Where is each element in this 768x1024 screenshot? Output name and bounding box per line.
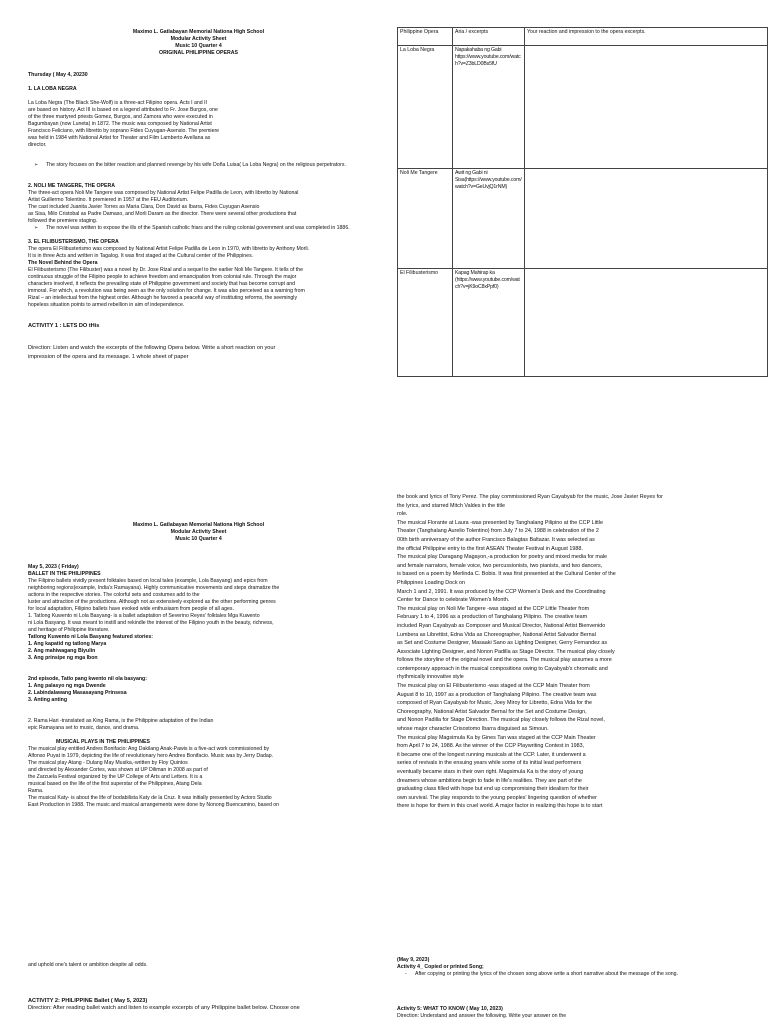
opera-name: La Loba Negra: [398, 46, 453, 169]
musical-line: the Zarzuela Festival organized by the UP College of Arts and Letters. It is a: [28, 774, 203, 780]
s1-bullet: ➢ The story focuses on the bitter reaction and planned revenge by his wife Doña Luisa( La Loba Negra) on the religious perpetrators.: [28, 162, 378, 169]
act5-title: Activity 5: WHAT TO KNOW ( May 10, 2023): [397, 1006, 503, 1012]
col2-line: Associate Lighting Designer, and Nonon Padilla as Stage Director. The musical play closely: [397, 648, 615, 655]
col2-line: The musical play Magsimula Ka by Gines Tan was staged at the CCP Main Theater: [397, 734, 596, 741]
excerpt-link[interactable]: Kapag Mahirap ka (https://www.youtube.com/watch?v=jK9oC8xPpf0): [453, 269, 525, 377]
act4-date: (May 9, 2023): [397, 957, 430, 963]
opera-table: [397, 27, 768, 377]
s2-line: Artist Guillermo Tolentino. It premiered in 1957 at the FEU Auditorium.: [28, 197, 189, 203]
col2-line: Philippines Loading Dock on: [397, 579, 466, 586]
episode-title: 2nd episode, Tatlo pang kwento nil ola basyang:: [28, 676, 147, 682]
col2-line: The musical Florante at Laura -was presented by Tanghalang Pilipino at the CCP Little: [397, 519, 603, 526]
musical-title: MUSICAL PLAYS IN THE PHILIPPINES: [56, 739, 150, 745]
s2-line: as Sisa, Milo Cristobal as Padre Damaso, and Morli Daram as the director. There were several other productions that: [28, 211, 297, 217]
act2-title: ACTIVITY 2: PHILIPPINE Ballet ( May 5, 2023): [28, 998, 148, 1004]
doc2-body: [28, 564, 380, 809]
table-row: [398, 169, 768, 269]
s3-line: continuous struggle of the Filipino people to achieve freedom and emancipation from colonial rule. Through the major: [28, 274, 297, 280]
col2-line: it became one of the longest running musicals at the CCP. Later, it underwent a: [397, 751, 586, 758]
doc1-topic: ORIGINAL PHILIPPINE OPERAS: [159, 50, 238, 56]
col2-line: the book and lyrics of Tony Perez. The play commissioned Ryan Cayabyab for the music, Jose Javier Reyes for: [397, 494, 663, 500]
doc2-date: May 5, 2023 ( Friday): [28, 564, 79, 570]
doc2-school: Maximo L. Gatlabayan Memorial Nationa High School: [132, 522, 265, 528]
table-row: [398, 269, 768, 377]
reaction-cell: [525, 169, 768, 269]
col2-line: contemporary approach in the musical compositions owing to Cayabyab's chromatic and: [397, 665, 608, 672]
s2-line: followed the premiere staging.: [28, 218, 98, 224]
s1-line: of the three martyred priests Gomez, Burgos, and Zamora who were executed in: [28, 114, 213, 120]
table-header: Aria / excerpts: [453, 28, 525, 46]
col2-line: 00th birth anniversary of the author Francisco Balagtas Baltazar. It was selected as: [397, 536, 595, 543]
col2-line: rhythmically innovative style: [397, 674, 464, 681]
ballet-line: and heritage of Philippine literature.: [28, 627, 110, 633]
musical-line: The musical Katy- is about the life of bodabilista Katy de la Cruz. It was initially presented by Actors Studio: [28, 795, 272, 801]
col2-line: February 1 to 4, 1996 as a production of Tanghalang Pilipino. The creative team: [397, 614, 588, 621]
s1-line: La Loba Negra (The Black She-Wolf) is a three-act Filipino opera. Acts I and II: [28, 100, 207, 106]
col2-line: the official Philippine entry to the first ASEAN Theater Festival in August 1988.: [397, 545, 583, 552]
col2-line: Lumbera as Librettist, Edna Vida as Choreographer, National Artist Salvador Bernal: [397, 631, 596, 638]
activity4: [397, 957, 762, 978]
table-row: [398, 46, 768, 169]
musical-line: East Production in 1988. The music and musical arrangements were done by Nonong Buencamino, based on: [28, 802, 280, 808]
featured-item: 1. Ang kapatid ng tatlong Marya: [28, 641, 107, 647]
doc1-date: Thursday ( May 4, 20230: [28, 72, 88, 78]
col2-line: follows the storyline of the original novel and the opera. The musical play assumes a more: [397, 657, 612, 664]
doc1-subject: Music 10 Quarter 4: [175, 43, 222, 49]
col2-line: whose major character Crisostomo Ibarra disguised as Simoun.: [397, 726, 549, 733]
s1-line: director.: [28, 142, 47, 148]
excerpt-link[interactable]: Awit ng Gabi ni Sisa(https://www.youtube.com/watch?v=GeUvjQ1rNM): [453, 169, 525, 269]
doc1-header: [0, 29, 397, 57]
col2-line: Center for Dance to celebrate Women's Month.: [397, 597, 510, 604]
col2-line: The musical play on Noli Me Tangere -was staged at the CCP Little Theater from: [397, 605, 590, 612]
act2-line: Direction: After reading ballet watch and listen to example excerpts of any Philippine ballet below. Choose one: [28, 1005, 300, 1011]
s3-title: 3. EL FILIBUSTERISMO, THE OPERA: [28, 239, 119, 245]
ballet-line: ni Lola Basyang. It was meant to instill and rekindle the interest of the Filipino youth in the beauty, richness,: [28, 620, 274, 626]
col2-line: composed of Ryan Cayabyab for Music, Joey Miroy for Libretto, Edna Vida for the: [397, 700, 592, 707]
episode-item: 1. Ang palasyo ng mga Dwende: [28, 683, 106, 689]
s1-line: are based on history. Act III is based on a legend attributed to Fr. Jose Burgos, one: [28, 107, 218, 113]
musical-line: The musical play entitled Andres Bonifacio: Ang Dakilang Anak-Pawis is a five-act work commissioned by: [28, 746, 270, 752]
featured-item: 2. Ang mahiwagang Biyulin: [28, 648, 96, 654]
col2-line: own survival. The play responds to the young peoples' lingering question of whether: [397, 794, 597, 801]
s2-line: The three-act opera Noli Me Tangere was composed by National Artist Felipe Padilla de Leon, with libretto by National: [28, 190, 299, 196]
col2-line: eventually became stars in their own right. Magsimula Ka is the story of young: [397, 769, 584, 775]
col2-line: included Ryan Cayabyab as Composer and Musical Director, National Artist Bienvenido: [397, 622, 606, 629]
col2-line: and female narrators, female voice, two percussionists, two pianists, and two dancers,: [397, 562, 603, 569]
table-header-row: [398, 28, 768, 46]
episode-item: 2. Labindalawang Masasayang Prinsesa: [28, 690, 127, 696]
doc1-body: [28, 72, 378, 362]
activity2: [28, 998, 380, 1012]
act1-title: ACTIVITY 1 : LETS DO tHis: [28, 323, 100, 329]
uphold-line: and uphold one's talent or ambition despite all odds.: [28, 962, 148, 968]
s3-line: immoral. For which, a revolution was being seen as the only solution for change. It was also perceived as a warning from: [28, 288, 305, 294]
col2-line: as Set and Costume Designer, Masaaki Sano as Lighting Designer, Gerry Fernandez as: [397, 640, 608, 647]
musical-line: The musical play Atang - Dulang May Musika,-written by Floy Quintos: [28, 760, 188, 766]
table-header: Your reaction and impression to the opera excerpts.: [525, 28, 768, 46]
s3-line: hopeless situation points to armed rebellion in aim of independence.: [28, 302, 185, 308]
s2-bullet: ➢ The novel was written to expose the ills of the Spanish catholic friars and the ruling colonial government and was completed in 1886.: [28, 225, 378, 232]
featured-item: 3. Ang prinsipe ng mga Ibon: [28, 655, 98, 661]
s1-title: 1. LA LOBA NEGRA: [28, 86, 77, 92]
s3-subtitle: The Novel Behind the Opera: [28, 260, 98, 266]
doc2-sheet: Modular Activity Sheet: [170, 529, 227, 535]
doc2-header: [0, 522, 397, 543]
col2-line: from April 7 to 24, 1988. As the winner of the CCP Playwriting Contest in 1983,: [397, 743, 585, 750]
table-header: Philippine Opera: [398, 28, 453, 46]
col2-line: graduating class filled with hope but end up compromising their idealism for their: [397, 786, 589, 793]
act1-line: Direction: Listen and watch the excerpts of the following Opera below. Write a short reaction on your: [28, 345, 276, 351]
col2-line: is based on a poem by Merlinda C. Bobis. It was first presented at the Cultural Center of the: [397, 571, 616, 578]
col2-line: The musical play Daragang Magayon,-a production for poetry and mixed media for male: [397, 554, 608, 561]
col2-line: Theater (Tanghalang Aurelio Tolentino) from July 7 to 24, 1988 in celebration of the 2: [397, 528, 599, 535]
doc1-sheet: Modular Activity Sheet: [170, 36, 227, 42]
col2-line: dreamers whose ambitions begin to fade in life's realities. They are part of the: [397, 777, 582, 784]
reaction-cell: [525, 46, 768, 169]
s2-title: 2. NOLI ME TANGERE, THE OPERA: [28, 183, 115, 189]
s1-line: Francisco Feliciano, with libretto by soprano Fides Cuyugan-Asensio. The premiere: [28, 128, 220, 134]
act1-line: impression of the opera and its message. 1 whole sheet of paper: [28, 354, 189, 360]
activity5: [397, 1006, 762, 1020]
col2-line: role.: [397, 511, 408, 518]
ballet-line: neighboring regions(example, India's Ramayana). Highly communicative movements and steps dramatize the: [28, 585, 280, 591]
s3-line: The opera El Filibusterismo was composed by National Artist Felipe Padilla de Leon in 1970, with libretto by Anthony Morli.: [28, 246, 310, 252]
col2-line: August 8 to 10, 1997 as a production of Tanghalang Pilipino. The creative team was: [397, 691, 597, 698]
episode-item: 3. Anting anting: [28, 697, 67, 703]
musical-line: Rama.: [28, 788, 44, 794]
rama-line: 2. Rama Hari -translated as King Rama, is the Philippine adaptation of the Indian: [28, 718, 214, 724]
col2-line: there is hope for them in this cruel world. A major factor in realizing this hope is to start: [397, 803, 603, 810]
col2-line: Choreography, National Artist Salvador Bernal for the Set and Costume Design,: [397, 708, 587, 715]
ballet-line: 1. Tatlong Kuwento ni Lola Basyang- is a ballet adaptation of Severino Reyes' folktales Mga Kuwento: [28, 613, 260, 619]
doc1-school: Maximo L. Gatlabayan Memorial Nationa High School: [132, 29, 265, 35]
rama-line: epic Ramayana set to music, dance, and drama.: [28, 725, 140, 731]
act5-line: Direction: Understand and answer the following. Write your answer on the: [397, 1013, 567, 1019]
col2-line: the lyrics, and starred Mitch Valdes in the title: [397, 502, 506, 509]
col2-line: series of revivals in the ensuing years while some of its initial lead performers: [397, 760, 582, 767]
act4-title: Activity 4_ Copied or printed Song;: [397, 964, 484, 970]
s3-line: El Filibusterismo (The Filibuster) was a novel by Dr. Jose Rizal and a sequel to the earlier Noli Me Tangere. It tells of the: [28, 267, 303, 273]
reaction-cell: [525, 269, 768, 377]
col2-line: March 1 and 2, 1991. It was produced by the CCP Women's Desk and the Coordinating: [397, 588, 606, 595]
musical-line: musical based on the life of the first superstar of the Philippines, Atang Dela: [28, 781, 202, 787]
musical-line: and directed by Alexander Cortes, was shown at UP Diliman in 2008 as part of: [28, 767, 208, 773]
opera-name: El Filibusterismo: [398, 269, 453, 377]
ballet-line: luster and attraction of the productions. Although not as extensively explored as the other performing genres: [28, 599, 276, 605]
col2-body: [397, 493, 762, 811]
s1-line: Bagumbayan (now Luneta) in 1872. The music was composed by National Artist: [28, 121, 212, 127]
featured-title: Tatlong Kuwento ni Lola Basyang featured stories:: [28, 634, 153, 640]
s1-line: was held in 1984 with National Artist for Theater and Film Lamberto Avellana as: [28, 135, 211, 141]
col2-line: The musical play on El Filibusterismo -was staged at the CCP Main Theater from: [397, 683, 590, 690]
s2-line: The cast included Juanita Javier Torres as Maria Clara, Don David as Ibarra, Fides Cuyugan Asensio: [28, 204, 260, 210]
s3-line: characters involved, it reflects the prevailing state of Philippine government and society that has become corrupt and: [28, 281, 296, 287]
opera-name: Noli Me Tangere: [398, 169, 453, 269]
ballet-line: The Filipino ballets vividly present folktales based on local tales (example, Lola Basyang) and epics from: [28, 578, 268, 584]
excerpt-link[interactable]: Napakahaba ng Gabi https://www.youtube.com/watch?v=Z3bLD0Bs5fU: [453, 46, 525, 169]
musical-line: Alfonso Puyat in 1979, depicting the life of revolutionary hero Andres Bonifacio. Music was by Jerry Dadap.: [28, 753, 274, 759]
s3-line: It is in three Acts and written in Tagalog. It was first staged at the Cultural center of the Philippines.: [28, 253, 254, 259]
s3-line: Rizal – an intellectual from the highest order. Although he favored a peaceful way of instituting reforms, the seemingly: [28, 295, 298, 301]
doc2-subject: Music 10 Quarter 4: [175, 536, 222, 542]
ballet-line: actions in the respective stories. The colorful sets and costumes add to the: [28, 592, 200, 598]
col2-line: and Nonon Padilla for Stage Direction. The musical play closely follows the Rizal novel,: [397, 717, 605, 724]
ballet-line: for local adaptation, Filipino ballets have evoked wide enthusiasm from people of all ages.: [28, 606, 234, 612]
act4-item: - After copying or printing the lyrics of the chosen song above write a short narrative about the message of the song.: [397, 971, 762, 978]
ballet-title: BALLET IN THE PHILIPPINES: [28, 571, 101, 577]
